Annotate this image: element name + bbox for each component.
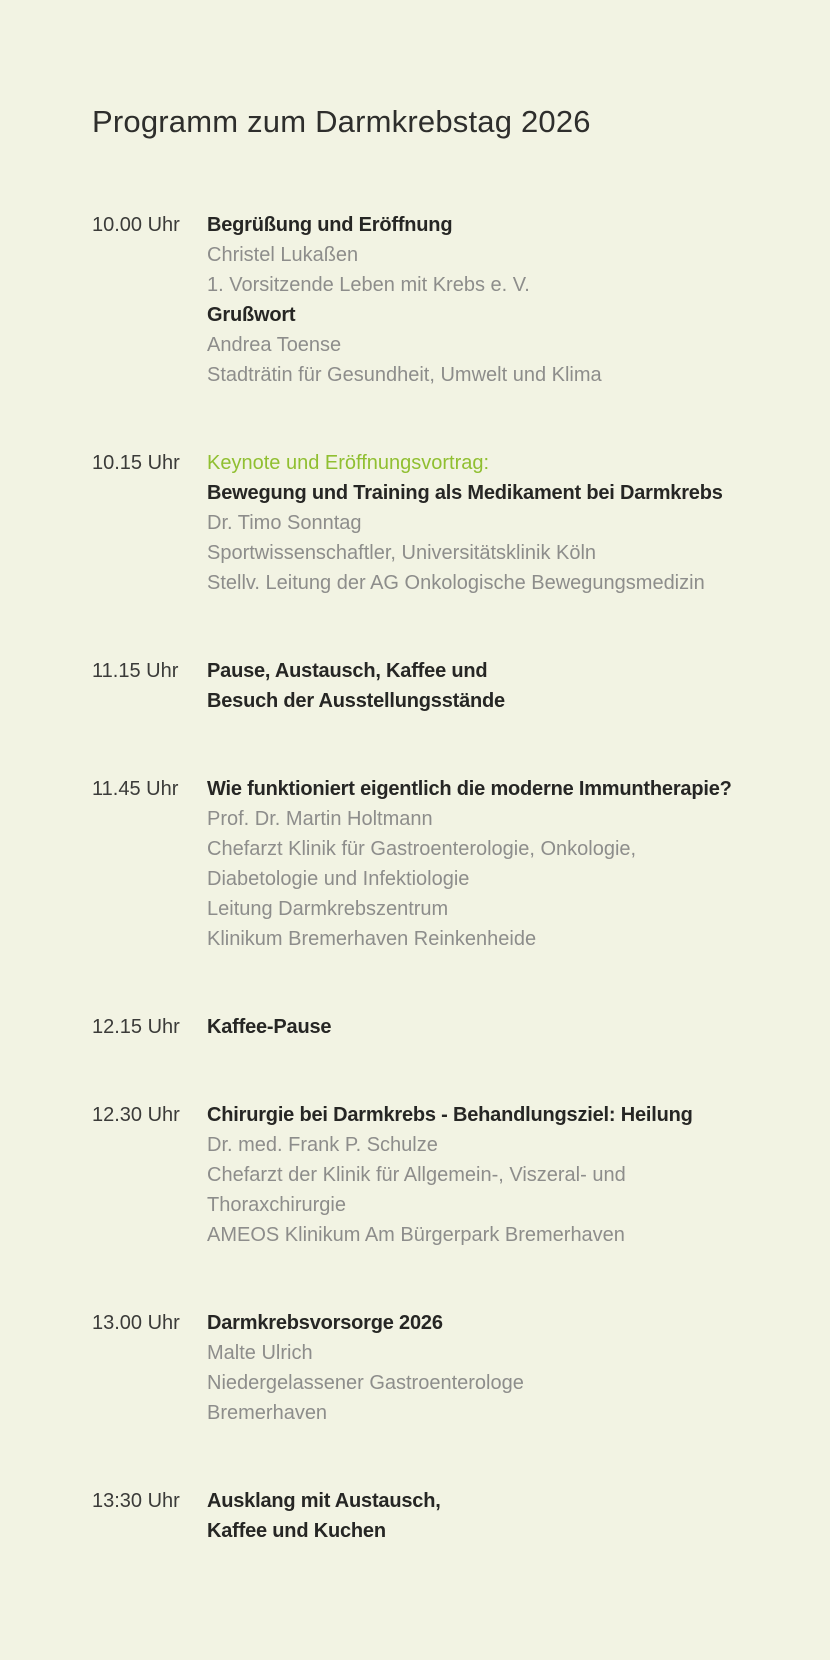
entry-lines (207, 1486, 790, 1546)
entry-line: Grußwort (207, 304, 296, 327)
entry-line: Klinikum Bremerhaven Reinkenheide (207, 928, 537, 951)
entry-time: 12.15 Uhr (92, 1016, 180, 1039)
entry-line: 1. Vorsitzende Leben mit Krebs e. V. (207, 274, 530, 297)
entry-line: Begrüßung und Eröffnung (207, 214, 453, 237)
entry-line: Stadträtin für Gesundheit, Umwelt und Klima (207, 364, 602, 387)
entry-line: Darmkrebsvorsorge 2026 (207, 1312, 443, 1335)
schedule-entry (92, 1012, 790, 1042)
entry-line: Chefarzt der Klinik für Allgemein-, Viszeral- und (207, 1164, 626, 1187)
entry-line: Andrea Toense (207, 334, 342, 357)
entry-lines (207, 1100, 790, 1250)
schedule-entry (92, 1100, 790, 1250)
entry-line: Besuch der Ausstellungsstände (207, 690, 505, 713)
entry-line: Pause, Austausch, Kaffee und (207, 660, 488, 683)
schedule-entry (92, 1308, 790, 1428)
entry-line: Malte Ulrich (207, 1342, 313, 1365)
schedule-entry (92, 1486, 790, 1546)
entry-lines (207, 774, 790, 954)
entry-line: Prof. Dr. Martin Holtmann (207, 808, 433, 831)
entry-line: Diabetologie und Infektiologie (207, 868, 470, 891)
entry-line: Bewegung und Training als Medikament bei Darmkrebs (207, 482, 723, 505)
entry-line: Wie funktioniert eigentlich die moderne Immuntherapie? (207, 778, 732, 801)
schedule-entry (92, 448, 790, 598)
entry-line: Leitung Darmkrebszentrum (207, 898, 449, 921)
entry-line: Chefarzt Klinik für Gastroenterologie, Onkologie, (207, 838, 637, 861)
entry-line: Bremerhaven (207, 1402, 328, 1425)
entry-time: 12.30 Uhr (92, 1104, 180, 1127)
entry-time: 13:30 Uhr (92, 1490, 180, 1513)
entry-line: Sportwissenschaftler, Universitätsklinik Köln (207, 542, 597, 565)
entry-line: Keynote und Eröffnungsvortrag: (207, 452, 490, 475)
entry-line: Kaffee-Pause (207, 1016, 332, 1039)
entry-line: Ausklang mit Austausch, (207, 1490, 441, 1513)
entry-time: 11.15 Uhr (92, 660, 179, 683)
entry-line: Stellv. Leitung der AG Onkologische Bewegungsmedizin (207, 572, 705, 595)
entry-lines (207, 656, 790, 716)
entry-lines (207, 448, 790, 598)
entry-time: 10.15 Uhr (92, 452, 180, 475)
entry-line: AMEOS Klinikum Am Bürgerpark Bremerhaven (207, 1224, 625, 1247)
page-title: Programm zum Darmkrebstag 2026 (92, 104, 591, 139)
entry-lines (207, 1012, 790, 1042)
entry-time: 13.00 Uhr (92, 1312, 180, 1335)
entry-line: Thoraxchirurgie (207, 1194, 346, 1217)
entry-lines (207, 1308, 790, 1428)
entry-line: Kaffee und Kuchen (207, 1520, 386, 1543)
entry-time: 11.45 Uhr (92, 778, 179, 801)
entry-line: Christel Lukaßen (207, 244, 359, 267)
entry-lines (207, 210, 790, 390)
entry-line: Dr. med. Frank P. Schulze (207, 1134, 438, 1157)
schedule-entry (92, 774, 790, 954)
schedule-list (92, 210, 790, 1546)
entry-line: Niedergelassener Gastroenterologe (207, 1372, 524, 1395)
entry-line: Dr. Timo Sonntag (207, 512, 362, 535)
entry-line: Chirurgie bei Darmkrebs - Behandlungsziel: Heilung (207, 1104, 693, 1127)
schedule-entry (92, 210, 790, 390)
schedule-entry (92, 656, 790, 716)
entry-time: 10.00 Uhr (92, 214, 180, 237)
